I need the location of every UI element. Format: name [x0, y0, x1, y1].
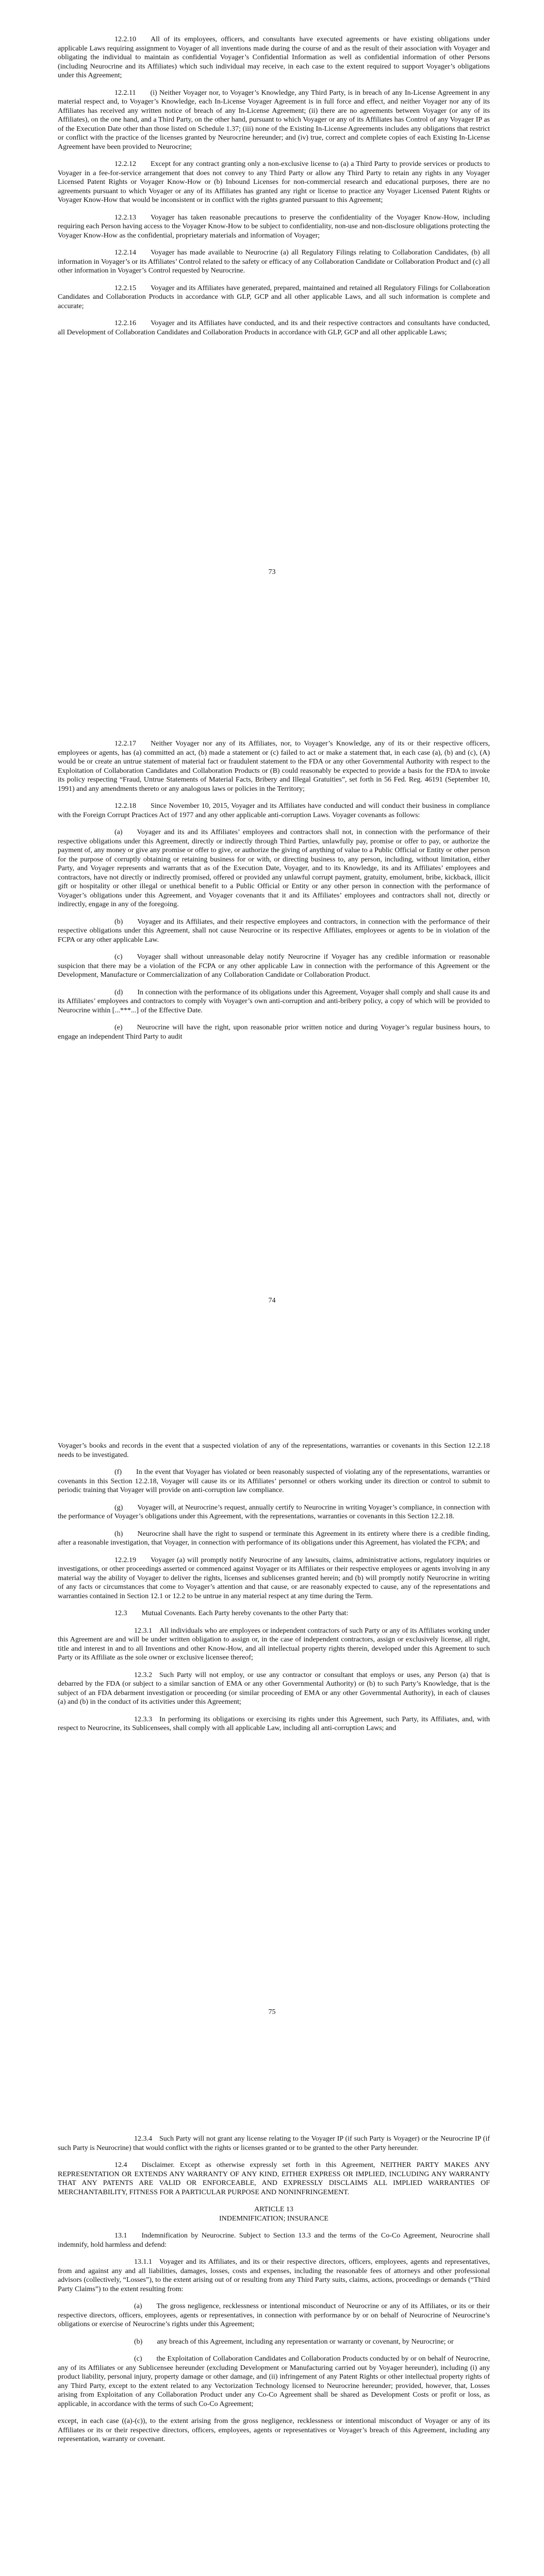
section-12-3-heading: 12.3 Mutual Covenants. Each Party hereby covenants to the other Party that: — [114, 1609, 349, 1617]
clause-f: (f) In the event that Voyager has violated or been reasonably suspected of violating any of the representations, warranties or covenants in this Section 12.2.18, Voyager will cause its or its Affiliates’ personnel or others working under its direction or control to submit to periodic training that Voyager will provide on anti-corruption law compliance. — [58, 1468, 490, 1494]
clause-d: (d) In connection with the performance of its obligations under this Agreement, Voyager shall comply and shall cause its and its Affiliates’ employees and contractors to comply with Voyager’s own anti-corruption and anti-bribery policy, a copy of which will be provided to Neurocrine within [...***...] of the Effective Date. — [58, 988, 490, 1014]
section-12-3-1: 12.3.1 All individuals who are employees or independent contractors of such Party or any of its Affiliates working under this Agreement are and will be under written obligation to assign or, in the case of independent contractors, assign or exclusively license, all right, title and interest in and to all Inventions and other Know-How, and all intellectual property rights therein, developed under this Agreement to such Party or its Affiliate as the sole owner or exclusive licensee thereof; — [58, 1626, 490, 1662]
document-page-75 — [0, 1406, 544, 2110]
section-12-2-16: 12.2.16 Voyager and its Affiliates have conducted, and its and their respective contractors and consultants have conducted, all Development of Collaboration Candidates and Collaboration Products in accordance with GLP, GCP and all other applicable Laws; — [58, 319, 490, 336]
continued-text: Voyager’s books and records in the event that a suspected violation of any of the representations, warranties or covenants in this Section 12.2.18 needs to be investigated. — [58, 1442, 490, 1459]
clause-h: (h) Neurocrine shall have the right to suspend or terminate this Agreement in its entirety where there is a credible finding, after a reasonable investigation, that Voyager, in connection with performance of its obligations under this Agreement, has violated the FCPA; and — [58, 1530, 490, 1547]
clause-c: (c) Voyager shall without unreasonable delay notify Neurocrine if Voyager has any credible information or reasonable suspicion that there may be a violation of the FCPA or any other applicable Law in connection with the performance of this Agreement or the Development, Manufacture or Commercialization of any Collaboration Candidate or Collaboration Product. — [58, 953, 490, 979]
section-12-2-11: 12.2.11 (i) Neither Voyager nor, to Voyager’s Knowledge, any Third Party, is in breach of any In-License Agreement in any material respect and, to Voyager’s Knowledge, each In-License Voyager Agreement is in full force and effect, and neither Voyager nor any of its Affiliates has received any written notice of breach of any In-License Agreement; (ii) there are no agreements between Voyager (or any of its Affiliates), on the one hand, and a Third Party, on the other hand, pursuant to which Voyager or any of its Affiliates has Control of any Voyager IP as of the Execution Date other than those listed on Schedule 1.37; (iii) none of the Existing In-License Agreements includes any obligations that restrict or conflict with the practice of the licenses granted by Neurocrine hereunder; and (iv) true, correct and complete copies of each Existing In-License Agreement have been provided to Neurocrine; — [58, 89, 490, 151]
clause-a: (a) Voyager and its and its Affiliates’ employees and contractors shall not, in connection with the performance of their respective obligations under this Agreement, directly or indirectly through Third Parties, unlawfully pay, promise or offer to pay, or authorize the payment of, any money or give any promise or offer to give, or authorize the giving of anything of value to a Public Official or Entity or other person for the purpose of corruptly obtaining or retaining business for or with, or directing business to, any person, including, without limitation, either Party, and Voyager represents and warrants that as of the Execution Date, Voyager, and to its Knowledge, its and its Affiliates’ employees and contractors, have not directly or indirectly promised, offered or provided any unlawful corrupt payment, gratuity, emolument, bribe, kickback, illicit gift or hospitality or other illegal or unethical benefit to a Public Official or Entity or any other person in connection with the performance of Voyager’s obligations under this Agreement, and Voyager covenants that it and its Affiliates’ employees and contractors shall not, directly or indirectly, engage in any of the foregoing. — [58, 828, 490, 908]
article-number: ARTICLE 13 — [254, 2206, 293, 2213]
section-12-2-19: 12.2.19 Voyager (a) will promptly notify Neurocrine of any lawsuits, claims, administrative actions, regulatory inquiries or investigations, or other proceedings asserted or commenced against Voyager or its Affiliates or their respective employees or agents involving in any material way the ability of Voyager to deliver the rights, licenses and sublicenses granted herein; and (b) will promptly notify Neurocrine in writing of any facts or circumstances that come to Voyager’s attention and that cause, or are reasonably expected to cause, any of the representations and warranties contained in Section 12.1 or 12.2 to be untrue in any material respect at any time during the Term. — [58, 1556, 490, 1600]
clause-b: (b) Voyager and its Affiliates, and their respective employees and contractors, in connection with the performance of their respective obligations under this Agreement, shall not cause Neurocrine or its respective Affiliates, employees or agents to be in violation of the FCPA or any other applicable Law. — [58, 918, 490, 944]
section-12-3-2: 12.3.2 Such Party will not employ, or use any contractor or consultant that employs or uses, any Person (a) that is debarred by the FDA (or subject to a similar sanction of EMA or any other Governmental Authority) or (b) to such Party’s Knowledge, that is the subject of an FDA debarment investigation or proceeding (or similar proceeding of EMA or any other Governmental Authority), in each of clauses (a) and (b) in the conduct of its activities under this Agreement; — [58, 1671, 490, 1706]
clause-a: (a) The gross negligence, recklessness or intentional misconduct of Neurocrine or any of its Affiliates, or its or their respective directors, officers, employees, agents or representatives, in connection with performance by or on behalf of Neurocrine of Neurocrine’s obligations or exercise of Neurocrine’s rights under this Agreement; — [58, 2302, 490, 2328]
section-12-2-18: 12.2.18 Since November 10, 2015, Voyager and its Affiliates have conducted and will conduct their business in compliance with the Foreign Corrupt Practices Act of 1977 and any other applicable anti-corruption Laws. Voyager covenants as follows: — [58, 802, 490, 819]
section-13-1: 13.1 Indemnification by Neurocrine. Subject to Section 13.3 and the terms of the Co-Co Agreement, Neurocrine shall indemnify, hold harmless and defend: — [58, 2232, 490, 2249]
article-heading — [58, 2205, 490, 2223]
document-page-73 — [0, 0, 544, 703]
page-number: 74 — [268, 1297, 276, 1304]
clause-e: (e) Neurocrine will have the right, upon reasonable prior written notice and during Voyager’s regular business hours, to engage an independent Third Party to audit — [58, 1024, 490, 1041]
page-number: 75 — [268, 2008, 276, 2016]
section-12-2-10: 12.2.10 All of its employees, officers, and consultants have executed agreements or have existing obligations under applicable Laws requiring assignment to Voyager of all inventions made during the course of and as the result of their association with Voyager and obligating the individual to maintain as confidential Voyager’s Confidential Information as well as confidential information of other Persons (including Neurocrine and its Affiliates) which such individual may receive, in each case to the extent required to support Voyager’s obligations under this Agreement; — [58, 36, 490, 79]
section-12-3-3: 12.3.3 In performing its obligations or exercising its rights under this Agreement, such Party, its Affiliates, and, with respect to Neurocrine, its Sublicensees, shall comply with all applicable Law, including all anti-corruption Laws; and — [58, 1715, 490, 1732]
clause-g: (g) Voyager will, at Neurocrine’s request, annually certify to Neurocrine in writing Voyager’s compliance, in connection with the performance of Voyager’s obligations under this Agreement, with the representations, warranties or covenants in this Section 12.2.18. — [58, 1503, 490, 1520]
document-page-74 — [0, 703, 544, 1406]
section-12-2-17: 12.2.17 Neither Voyager nor any of its Affiliates, nor, to Voyager’s Knowledge, any of its or their respective officers, employees or agents, has (a) committed an act, (b) made a statement or (c) failed to act or make a statement that, in each case (a), (b) and (c), (A) would be or create an untrue statement of material fact or fraudulent statement to the FDA or any other Governmental Authority with respect to the Exploitation of Collaboration Candidates and Collaboration Products or (B) could reasonably be expected to provide a basis for the FDA to invoke its policy respecting “Fraud, Untrue Statements of Material Facts, Bribery and Illegal Gratuities”, set forth in 56 Fed. Reg. 46191 (September 10, 1991) and any amendments thereto or any analogous laws or policies in the Territory; — [58, 740, 490, 793]
page-body — [58, 739, 490, 1049]
section-12-3-4: 12.3.4 Such Party will not grant any license relating to the Voyager IP (if such Party is Voyager) or the Neurocrine IP (if such Party is Neurocrine) that would conflict with the rights or licenses granted or to be granted to the other Party hereunder. — [58, 2135, 490, 2152]
exception-text: except, in each case ((a)-(c)), to the extent arising from the gross negligence, recklessness or intentional misconduct of Voyager or any of its Affiliates or its or their respective directors, officers, employees, agents or representatives or Voyager’s breach of this Agreement, including any representation, warranty or covenant. — [58, 2417, 490, 2443]
page-body — [58, 35, 490, 345]
page-number: 73 — [268, 568, 276, 576]
clause-c: (c) the Exploitation of Collaboration Candidates and Collaboration Products conducted by or on behalf of Neurocrine, any of its Affiliates or any Sublicensee hereunder (excluding Development or Manufacturing carried out by Voyager hereunder), including (i) any product liability, personal injury, property damage or other damage, and (ii) infringement of any Patent Rights or other intellectual property rights of any Third Party, except to the extent related to any Vectorization Technology licensed to Neurocrine hereunder; provided, however, that, Losses arising from Exploitation of any Collaboration Product under any Co-Co Agreement shall be shared as Development Costs or profit or loss, as applicable, in accordance with the terms of such Co-Co Agreement; — [58, 2355, 490, 2408]
document-page-76 — [0, 2110, 544, 2576]
section-12-4-disclaimer: 12.4 Disclaimer. Except as otherwise expressly set forth in this Agreement, NEITHER PARTY MAKES ANY REPRESENTATION OR EXTENDS ANY WARRANTY OF ANY KIND, EITHER EXPRESS OR IMPLIED, INCLUDING ANY WARRANTY THAT ANY PATENTS ARE VALID OR ENFORCEABLE, AND EXPRESSLY DISCLAIMS ALL IMPLIED WARRANTIES OF MERCHANTABILITY, FITNESS FOR A PARTICULAR PURPOSE AND NONINFRINGEMENT. — [58, 2161, 490, 2196]
page-body — [58, 2134, 490, 2452]
section-12-2-14: 12.2.14 Voyager has made available to Neurocrine (a) all Regulatory Filings relating to Collaboration Candidates, (b) all information in Voyager’s or its Affiliates’ Control related to the safety or efficacy of any Collaboration Candidate or Collaboration Product and (c) all other information in Voyager’s Control requested by Neurocrine. — [58, 249, 490, 275]
section-12-2-15: 12.2.15 Voyager and its Affiliates have generated, prepared, maintained and retained all Regulatory Filings for Collaboration Candidates and Collaboration Products in accordance with GLP, GCP and all other applicable Laws, and all such information is complete and accurate; — [58, 284, 490, 310]
page-body — [58, 1442, 490, 1741]
section-12-2-12: 12.2.12 Except for any contract granting only a non-exclusive license to (a) a Third Party to provide services or products to Voyager in a fee-for-service arrangement that does not convey to any Third Party or allow any Third Party to retain any rights in any Voyager Licensed Patent Rights or Voyager Know-How or (b) Inbound Licenses for non-commercial research and educational purposes, there are no agreements pursuant to which Voyager or any of its Affiliates has granted any right or license to practice any Voyager Licensed Patent Rights or Voyager Know-How that would be inconsistent or in conflict with the rights granted pursuant to this Agreement; — [58, 160, 490, 204]
section-12-2-13: 12.2.13 Voyager has taken reasonable precautions to preserve the confidentiality of the Voyager Know-How, including requiring each Person having access to the Voyager Know-How to be subject to confidentiality, non-use and non-disclosure obligations protecting the Voyager Know-How as the confidential, proprietary materials and information of Voyager; — [58, 213, 490, 240]
clause-b: (b) any breach of this Agreement, including any representation or warranty or covenant, by Neurocrine; or — [134, 2337, 454, 2346]
article-title: INDEMNIFICATION; INSURANCE — [219, 2214, 328, 2223]
section-13-1-1: 13.1.1 Voyager and its Affiliates, and its or their respective directors, officers, employees, agents and representatives, from and against any and all liabilities, damages, losses, costs and expenses, including the reasonable fees of attorneys and other professional advisors (collectively, “Losses”), to the extent arising out of or resulting from any Third Party suits, claims, actions, proceedings or demands (“Third Party Claims”) to the extent resulting from: — [58, 2258, 490, 2293]
